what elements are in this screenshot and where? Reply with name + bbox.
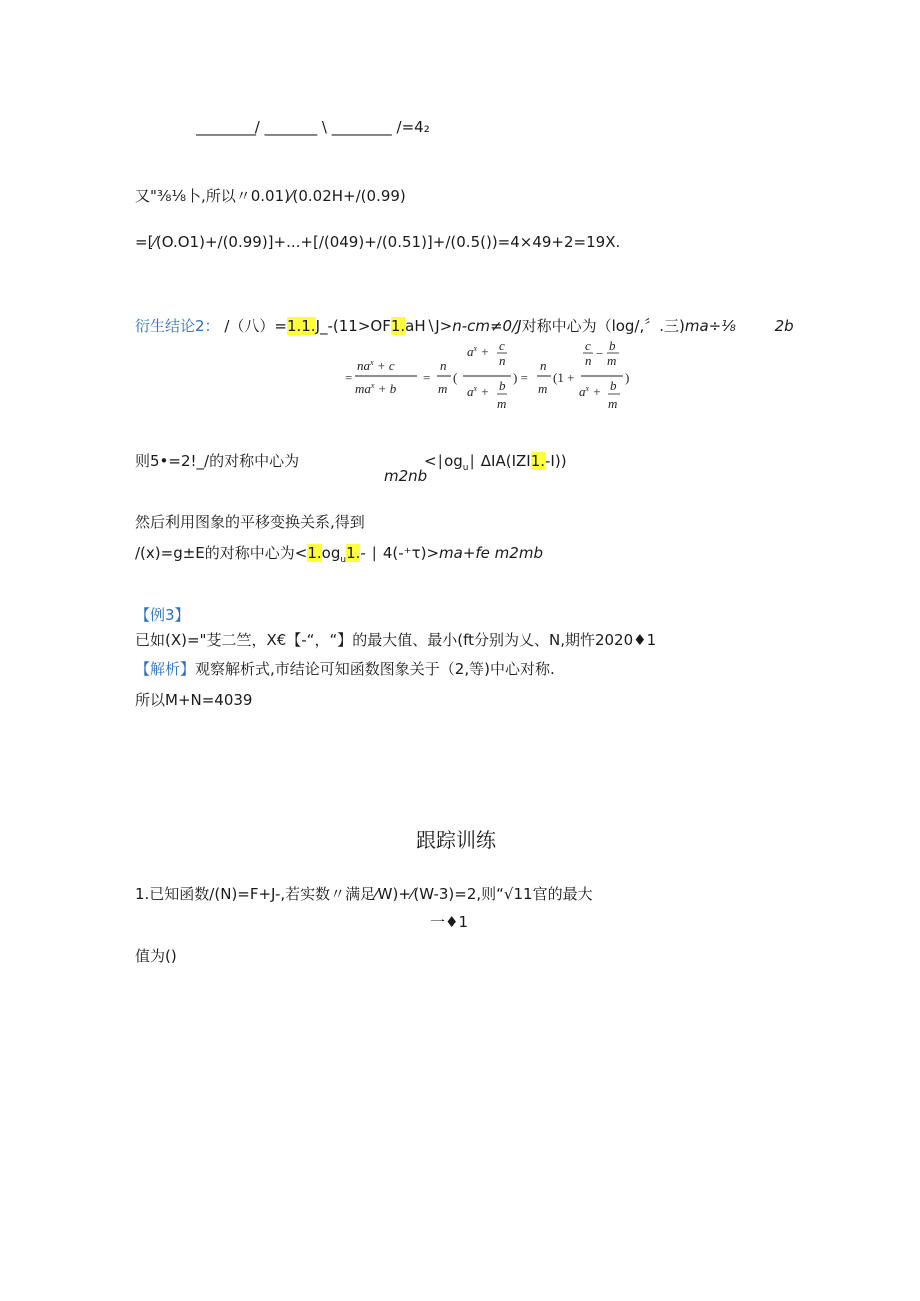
derived-part-3: aH∖J> (405, 317, 453, 335)
fx-center-line (135, 543, 543, 570)
fx-part-d: ma+fe m2mb (439, 544, 543, 562)
fx-part-a: /(x)=g±E的对称中心为< (135, 544, 308, 562)
svg-text:−: − (596, 346, 604, 361)
svg-text:n: n (440, 358, 447, 373)
center-line-text: 则5•=2!_/的对称中心为 (135, 452, 300, 470)
svg-text:b: b (610, 378, 617, 393)
fx-part-c: - ∣ 4(-⁺τ)> (360, 544, 440, 562)
derived-part-1: /（八）= (224, 317, 287, 335)
center-line-right (424, 451, 567, 478)
svg-text:m: m (607, 353, 617, 368)
svg-text:): ) (625, 370, 630, 385)
highlight-2: 1. (390, 317, 406, 335)
svg-text:c: c (499, 338, 505, 353)
question-1: 1.已知函数/(N)=F+J-,若实数〃满足⁄W)+⁄(W-3)=2,则“√11官的最大 (135, 885, 593, 903)
equation-line-3: =[⁄(O.O1)+/(0.99)]+...+[/(049)+/(0.51)]+/(0.5())=4×49+2=19X. (135, 233, 621, 251)
svg-text:=: = (345, 370, 353, 385)
derived-part-4: n-cm≠0/J (452, 317, 522, 335)
svg-text:=: = (423, 370, 431, 385)
derived-part-2: J_-(11>OF (315, 317, 391, 335)
center-line-below: m2nb (384, 467, 428, 485)
svg-text:(1 +: (1 + (553, 370, 575, 385)
fx-highlight-1: 1. (307, 544, 322, 562)
fx-sub: u (340, 555, 347, 565)
underline-c: ________ (331, 118, 392, 136)
derived-part-6: ma÷⅛ (684, 317, 736, 335)
svg-text:n: n (585, 353, 592, 368)
question-1-end: 值为() (135, 947, 177, 965)
translation-line: 然后利用图象的平移变换关系,得到 (135, 513, 365, 531)
svg-text:n: n (540, 358, 547, 373)
lhs-denominator: $ma^x + b$ (355, 381, 397, 396)
analysis-line (135, 659, 555, 679)
svg-text:m: m (608, 396, 618, 411)
center-right-b: ∣ ΔIA(IZI (468, 452, 531, 470)
highlight-1: 1.1. (286, 317, 316, 335)
formula-image (345, 338, 635, 418)
derived-conclusion-label: 衍生结论2： (135, 317, 220, 335)
lhs-numerator: $na^x + c$ (357, 358, 395, 373)
equation-line-1 (196, 117, 430, 137)
svg-text:b: b (499, 378, 506, 393)
slash: / (254, 118, 260, 136)
example-label: 【例3】 (135, 606, 190, 624)
example-text: 已如(X)="芟二竺，X€【-“，“】的最大值、最小(ft分别为乂、N,期忤2020♦1 (135, 631, 657, 649)
svg-text:) =: ) = (513, 370, 528, 385)
underline-a: ________ (196, 118, 256, 136)
svg-text:n: n (499, 353, 506, 368)
example-result: 所以M+N=4039 (135, 691, 253, 709)
svg-text:ax +: $a^x$ + (467, 384, 490, 399)
section-title: 跟踪训练 (416, 828, 496, 852)
svg-text:m: m (538, 381, 548, 396)
center-right-a: <∣og (424, 452, 463, 470)
derived-conclusion-line (135, 316, 794, 336)
center-sub-u: u (462, 463, 469, 473)
svg-text:m: m (438, 381, 448, 396)
backslash: \ (321, 118, 327, 136)
svg-text:c: c (585, 338, 591, 353)
svg-text:m: m (497, 396, 507, 411)
fx-part-b: og (321, 544, 341, 562)
center-highlight: 1. (530, 452, 546, 470)
equation-tail: /=4₂ (396, 118, 430, 136)
center-right-c: -I)) (545, 452, 567, 470)
svg-text:b: b (609, 338, 616, 353)
derived-part-7: 2b (774, 317, 794, 335)
analysis-text: 观察解析式,市结论可知函数图象关于（2,等)中心对称. (195, 660, 555, 678)
fx-highlight-2: 1. (346, 544, 361, 562)
derived-part-5: 对称中心为（log/,〞.三) (521, 317, 685, 335)
question-1-sub: 一♦1 (430, 913, 468, 931)
equation-line-2: 又"⅜⅛卜,所以〃0.01)⁄(0.02H+/(0.99) (135, 187, 406, 205)
svg-text:(: ( (453, 370, 458, 385)
underline-b: _______ (264, 118, 318, 136)
svg-text:ax +: $a^x$ + (579, 384, 602, 399)
analysis-label: 【解析】 (135, 660, 196, 678)
center-line (135, 451, 299, 471)
svg-text:ax +: $a^x$ + (467, 344, 490, 359)
